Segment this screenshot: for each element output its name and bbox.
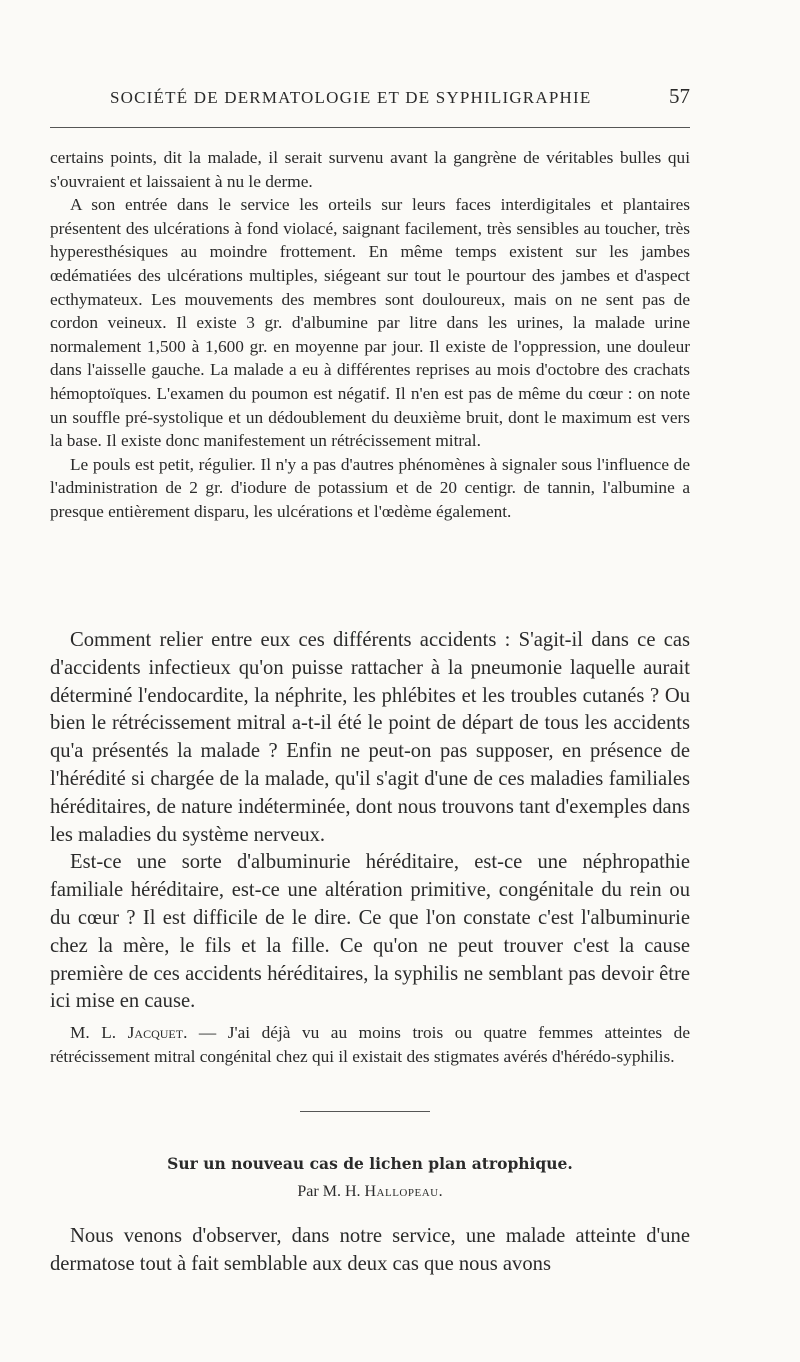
section-separator [300,1111,430,1112]
small-text-block [50,146,690,524]
speaker-name: Jacquet [127,1023,184,1042]
running-title: SOCIÉTÉ DE DERMATOLOGIE ET DE SYPHILIGRAPHIE [110,88,592,107]
paragraph-comment [50,1021,690,1068]
byline-suffix: . [438,1183,443,1200]
comment-text: . — J'ai déjà vu au moins trois ou quatre femmes atteintes de rétrécissement mitral congénital chez qui il existait des stigmates avérés d'hérédo-syphilis. [50,1023,690,1066]
paragraph-discussion: Comment relier entre eux ces différents accidents : S'agit-il dans ce cas d'accidents infectieux qu'on puisse rattacher à la pneumonie laquelle aurait déterminé l'endocardite, la néphrite, les phlébites et les troubles cutanés ? Ou bien le rétrécissement mitral a-t-il été le point de départ de tous les accidents qu'a présentés la malade ? Enfin ne peut-on pas supposer, en présence de l'hérédité si chargée de la malade, qu'il s'agit d'une de ces maladies familiales héréditaires, de nature indéterminée, dont nous trouvons tant d'exemples dans les maladies du système nerveux. [50,629,690,846]
header-rule [50,127,690,128]
intro-block [50,1223,690,1279]
byline [50,1183,690,1201]
byline-prefix: Par M. H. [297,1183,365,1200]
paragraph-admission: A son entrée dans le service les orteils sur leurs faces interdigitales et plantaires présentent des ulcérations à fond violacé, saignant facilement, très sensibles au toucher, très hyperesthésiques au moindre frottement. En même temps existent sur les jambes œdématiées des ulcérations multiples, siégeant sur tout le pourtour des jambes et d'aspect ecthymateux. Les mouvements des membres sont douloureux, mais on ne sent pas de cordon veineux. Il existe 3 gr. d'albumine par litre dans les urines, la malade urine normalement 1,500 à 1,600 gr. en moyenne par jour. Il existe de l'oppression, une douleur dans l'aisselle gauche. La malade a eu à différentes reprises au mois d'octobre des crachats hémoptoïques. L'examen du poumon est négatif. Il n'en est pas de même du cœur : on note un souffle pré-systolique et un dédoublement du deuxième bruit, dont le maximum est vers la base. Il existe donc manifestement un rétrécissement mitral. [50,195,690,451]
section-title: Sur un nouveau cas de lichen plan atrophique. [167,1154,573,1173]
large-text-block [50,627,690,1016]
paragraph-hypothesis: Est-ce une sorte d'albuminurie héréditaire, est-ce une néphropathie familiale héréditaire, est-ce une altération primitive, congénitale du rein ou du cœur ? Il est difficile de le dire. Ce que l'on constate c'est l'albuminurie chez la mère, le fils et la fille. Ce qu'on ne peut trouver c'est la cause première de ces accidents héréditaires, la syphilis ne semblant pas devoir être ici mise en cause. [50,851,690,1013]
byline-name: Hallopeau [364,1183,439,1200]
paragraph-intro: Nous venons d'observer, dans notre service, une malade atteinte d'une dermatose tout à fait semblable aux deux cas que nous avons [50,1225,690,1275]
paragraph-continuation: certains points, dit la malade, il serait survenu avant la gangrène de véritables bulles qui s'ouvraient et laissaient à nu le derme. [50,148,690,191]
speaker-prefix: M. L. [70,1023,128,1042]
paragraph-pulse: Le pouls est petit, régulier. Il n'y a pas d'autres phénomènes à signaler sous l'influence de l'administration de 2 gr. d'iodure de potassium et de 20 centigr. de tannin, l'albumine a presque entièrement disparu, les ulcérations et l'œdème également. [50,454,690,521]
page-number: 57 [669,84,690,108]
comment-block [50,1021,690,1068]
